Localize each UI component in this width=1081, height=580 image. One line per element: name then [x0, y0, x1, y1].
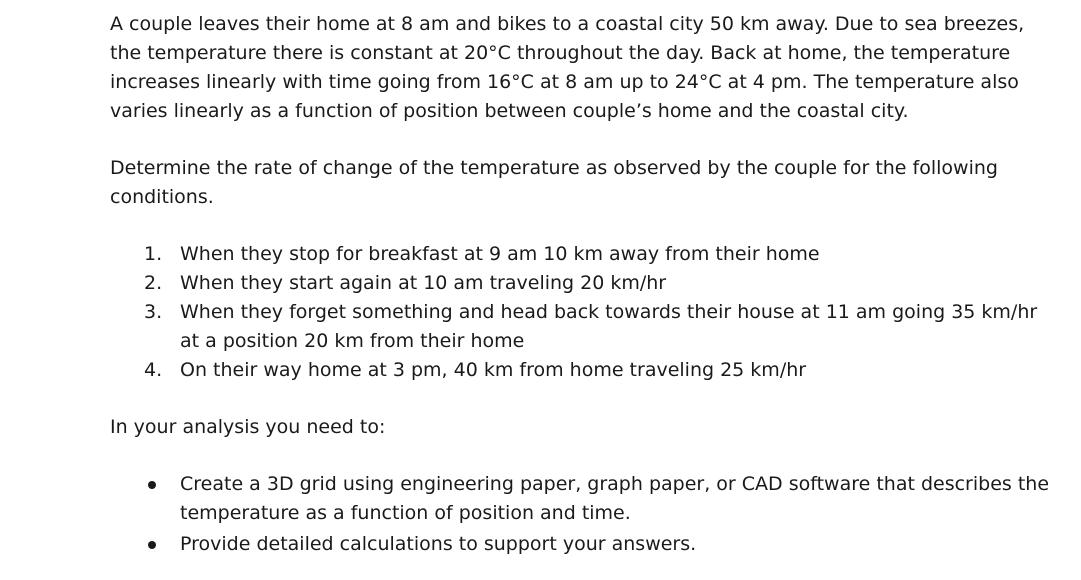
list-item — [110, 269, 1060, 298]
list-item-text: Provide detailed calculations to support your answers. — [180, 533, 697, 555]
analysis-heading: In your analysis you need to: — [110, 416, 386, 438]
list-number: 1. — [144, 243, 163, 265]
task-paragraph: Determine the rate of change of the temperature as observed by the couple for the following conditions. — [110, 157, 998, 208]
bullet-icon — [148, 481, 156, 489]
list-item-text: When they forget something and head back towards their house at 11 am going 35 km/hr at a position 20 km from their home — [180, 301, 1038, 352]
conditions-list — [110, 240, 1060, 385]
list-number: 4. — [144, 359, 163, 381]
list-number: 3. — [144, 301, 163, 323]
list-item — [110, 298, 1060, 356]
list-item-text: On their way home at 3 pm, 40 km from home traveling 25 km/hr — [180, 359, 807, 381]
list-item-text: When they start again at 10 am traveling 20 km/hr — [180, 272, 667, 294]
list-item — [110, 470, 1060, 528]
list-number: 2. — [144, 272, 163, 294]
problem-document — [110, 10, 1060, 561]
list-item — [110, 530, 1060, 559]
list-item-text: Create a 3D grid using engineering paper, graph paper, or CAD software that describes the temperature as a function of position and time. — [180, 473, 1050, 524]
list-item-text: When they stop for breakfast at 9 am 10 km away from their home — [180, 243, 820, 265]
intro-paragraph: A couple leaves their home at 8 am and bikes to a coastal city 50 km away. Due to sea breezes, the temperature there is constant at 20°C throughout the day. Back at home, the temperature increases linearly with time going from 16°C at 8 am up to 24°C at 4 pm. The temperature also varies linearly as a function of position between couple’s home and the coastal city. — [110, 13, 1025, 122]
list-item — [110, 356, 1060, 385]
requirements-list — [110, 470, 1060, 559]
bullet-icon — [148, 541, 156, 549]
list-item — [110, 240, 1060, 269]
